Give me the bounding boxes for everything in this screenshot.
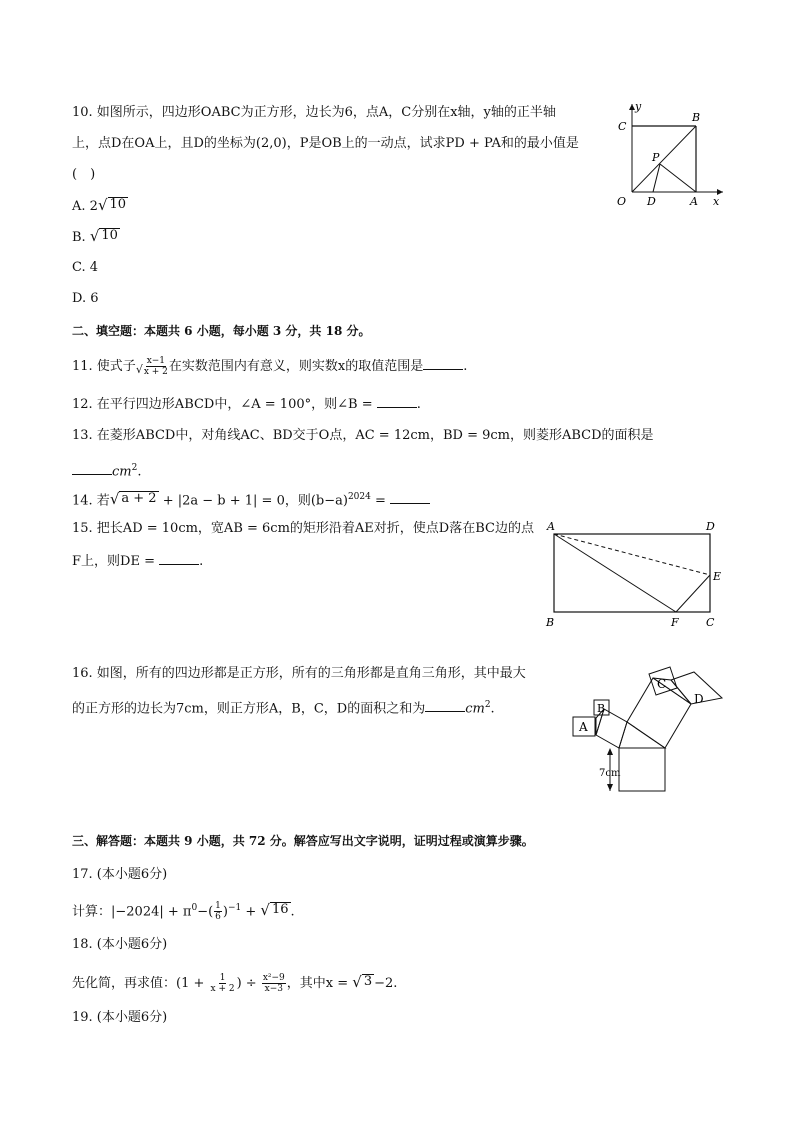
fig-label-a: A <box>690 195 698 208</box>
answer-blank[interactable] <box>390 491 430 504</box>
section-2-heading: 二、填空题：本题共 6 小题，每小题 3 分，共 18 分。 <box>72 324 371 338</box>
fig-label-a: A <box>547 520 555 533</box>
q19-heading: 19. (本小题6分) <box>72 1010 168 1025</box>
q15-line2: F上，则DE = . <box>72 554 204 569</box>
q11: 11. 使式子 √ $\frac{x-1}{x + 2}$ 在实数范围内有意义，则实数x的取值范围是 . <box>72 356 468 377</box>
fig-label-c: C <box>706 616 715 629</box>
answer-blank[interactable] <box>423 357 463 370</box>
q12: 12. 在平行四边形ABCD中，∠A = 100°，则∠B = . <box>72 397 421 412</box>
section-3-heading: 三、解答题：本题共 9 小题，共 72 分。解答应写出文字说明，证明过程或演算步骤。 <box>72 834 534 848</box>
q10-line3: ( ) <box>72 167 96 182</box>
q10-option-a: A. 2 √ 10 <box>72 196 127 214</box>
q18-heading: 18. (本小题6分) <box>72 937 168 952</box>
q10-option-c: C. 4 <box>72 260 99 275</box>
fig-label-p: P <box>652 151 660 164</box>
answer-blank[interactable] <box>377 395 417 408</box>
q15-figure <box>540 516 730 632</box>
answer-blank[interactable] <box>159 552 199 565</box>
fig-label-d: D <box>694 692 704 706</box>
fig-label-b: B <box>692 111 701 124</box>
fig-label-length: 7cm <box>599 768 621 779</box>
q18-expression: 先化简，再求值：(1 + $\frac{1}{x + 2}$ ) ÷ $\frac{\text{x²−9}}{x-3}$ ，其中x = √ 3 −2. <box>72 973 398 994</box>
q13-line2: $cm^2$. <box>72 459 141 481</box>
q10-line2: 上，点D在OA上，且D的坐标为(2,0)，P是OB上的一动点，试求PD + PA和的最小值是 <box>72 136 579 151</box>
sqrt-symbol: √ 3 <box>352 973 373 991</box>
sqrt-symbol: √ 16 <box>260 901 289 920</box>
fig-label-x: x <box>713 195 720 208</box>
sqrt-symbol: √ 10 <box>97 196 127 214</box>
answer-blank[interactable] <box>72 462 112 475</box>
q10-option-b: B. √ 10 <box>72 227 118 245</box>
q17-expression: 计算：$|-2024| + \pi^0-$( $\frac{1}{6}$ )$^{-1}$ + √ 16 . <box>72 901 295 923</box>
q10-option-d: D. 6 <box>72 291 99 306</box>
sqrt-symbol: √ $\frac{x-1}{x + 2}$ <box>135 356 168 377</box>
sqrt-symbol: √ a + 2 <box>109 490 157 509</box>
q16-line1: 16. 如图，所有的四边形都是正方形，所有的三角形都是直角三角形，其中最大 <box>72 666 526 681</box>
fig-label-y: y <box>635 100 642 113</box>
q10-figure <box>608 98 728 210</box>
fig-label-d: D <box>706 520 715 533</box>
q16-figure <box>566 660 732 796</box>
fig-label-b: B <box>546 616 555 629</box>
q10-line1: 10. 如图所示，四边形OABC为正方形，边长为6，点A，C分别在x轴，y轴的正半轴 <box>72 105 556 120</box>
q13-line1: 13. 在菱形ABCD中，对角线AC、BD交于O点，AC = 12cm，BD = 9cm，则菱形ABCD的面积是 <box>72 428 654 443</box>
q14: 14. 若 √ a + 2 + |2a − b + 1| = 0，则$(b-a)^{2024}$ = <box>72 488 430 510</box>
q17-heading: 17. (本小题6分) <box>72 867 168 882</box>
fig-label-d: D <box>647 195 656 208</box>
fig-label-c: C <box>657 677 667 691</box>
fig-label-e: E <box>713 570 722 583</box>
sqrt-symbol: √ 10 <box>89 227 118 245</box>
fig-label-b: B <box>597 702 606 715</box>
q15-line1: 15. 把长AD = 10cm，宽AB = 6cm的矩形沿着AE对折，使点D落在BC边的点 <box>72 521 534 536</box>
fig-label-f: F <box>671 616 679 629</box>
fig-label-o: O <box>617 195 627 208</box>
fig-label-c: C <box>618 120 627 133</box>
fig-label-a: A <box>579 720 588 734</box>
answer-blank[interactable] <box>425 699 465 712</box>
q16-line2: 的正方形的边长为7cm，则正方形A，B，C，D的面积之和为 $cm^2$. <box>72 700 495 717</box>
